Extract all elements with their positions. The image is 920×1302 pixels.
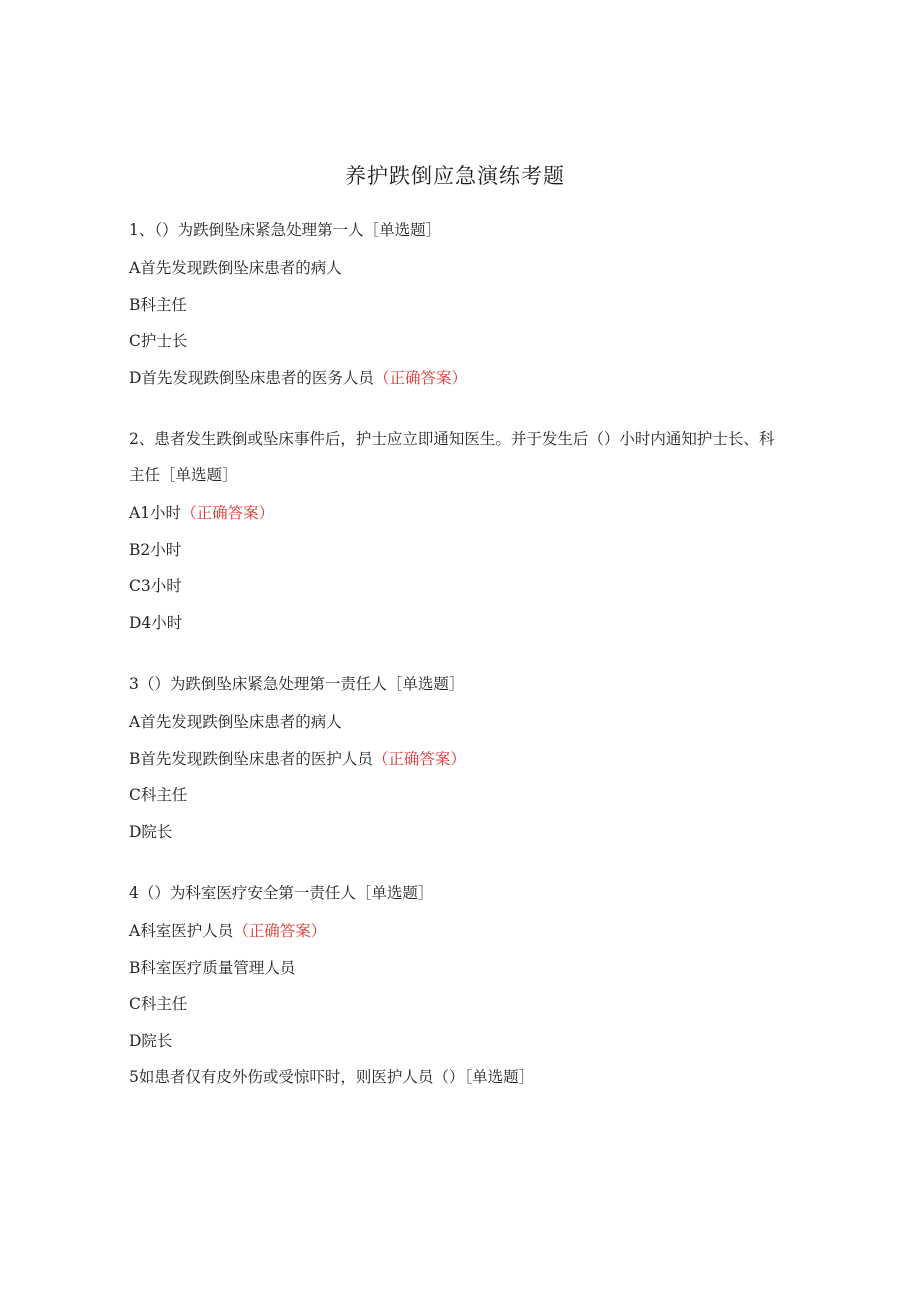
question-3-option-d xyxy=(129,814,779,851)
question-3-option-a xyxy=(129,704,779,741)
option-label: D院长 xyxy=(129,822,173,841)
question-1-option-a xyxy=(129,250,779,287)
question-2 xyxy=(129,421,779,641)
question-1 xyxy=(129,212,779,396)
question-4-option-b xyxy=(129,950,779,987)
option-label: B首先发现跌倒坠床患者的医护人员 xyxy=(129,749,373,768)
option-label: D首先发现跌倒坠床患者的医务人员 xyxy=(129,368,374,387)
option-label: C科主任 xyxy=(129,995,188,1013)
option-label: B2小时 xyxy=(129,540,182,559)
question-1-option-b xyxy=(129,287,779,324)
question-1-stem: 1、（）为跌倒坠床紧急处理第一人［单选题］ xyxy=(129,221,442,239)
option-label: A1小时 xyxy=(129,504,182,522)
question-1-option-d xyxy=(129,360,779,397)
option-label: D院长 xyxy=(129,1031,173,1050)
option-label: A科室医护人员 xyxy=(129,922,234,940)
option-label: B科主任 xyxy=(129,295,187,314)
page-title: 养护跌倒应急演练考题 xyxy=(345,164,565,188)
question-1-option-c xyxy=(129,323,779,360)
question-2-option-b xyxy=(129,532,779,569)
correct-answer-tag: （正确答案） xyxy=(181,504,275,522)
question-3-stem: 3（）为跌倒坠床紧急处理第一责任人［单选题］ xyxy=(129,675,465,693)
question-2-option-c xyxy=(129,568,779,605)
option-label: C护士长 xyxy=(129,332,188,350)
option-label: C科主任 xyxy=(129,786,188,804)
question-2-option-a xyxy=(129,495,779,532)
question-2-option-d xyxy=(129,605,779,642)
option-label: A首先发现跌倒坠床患者的病人 xyxy=(129,259,342,277)
option-label: B科室医疗质量管理人员 xyxy=(129,958,296,977)
question-2-stem: 2、患者发生跌倒或坠床事件后，护士应立即通知医生。并于发生后（）小时内通知护士长、科主任［单选题］ xyxy=(129,430,775,484)
question-3-option-c xyxy=(129,777,779,814)
question-4 xyxy=(129,875,779,1059)
question-3 xyxy=(129,666,779,850)
question-5-stem: 5如患者仅有皮外伤或受惊吓时，则医护人员（）［单选题］ xyxy=(129,1068,535,1086)
question-4-option-c xyxy=(129,986,779,1023)
question-list xyxy=(129,212,779,1122)
option-label: C3小时 xyxy=(129,577,182,595)
correct-answer-tag: （正确答案） xyxy=(373,368,467,387)
correct-answer-tag: （正确答案） xyxy=(372,749,466,768)
question-4-option-d xyxy=(129,1023,779,1060)
option-label: D4小时 xyxy=(129,613,183,632)
question-3-option-b xyxy=(129,741,779,778)
question-4-stem: 4（）为科室医疗安全第一责任人［单选题］ xyxy=(129,884,434,902)
question-4-option-a xyxy=(129,913,779,950)
correct-answer-tag: （正确答案） xyxy=(233,922,327,940)
question-5 xyxy=(129,1059,779,1097)
option-label: A首先发现跌倒坠床患者的病人 xyxy=(129,713,342,731)
